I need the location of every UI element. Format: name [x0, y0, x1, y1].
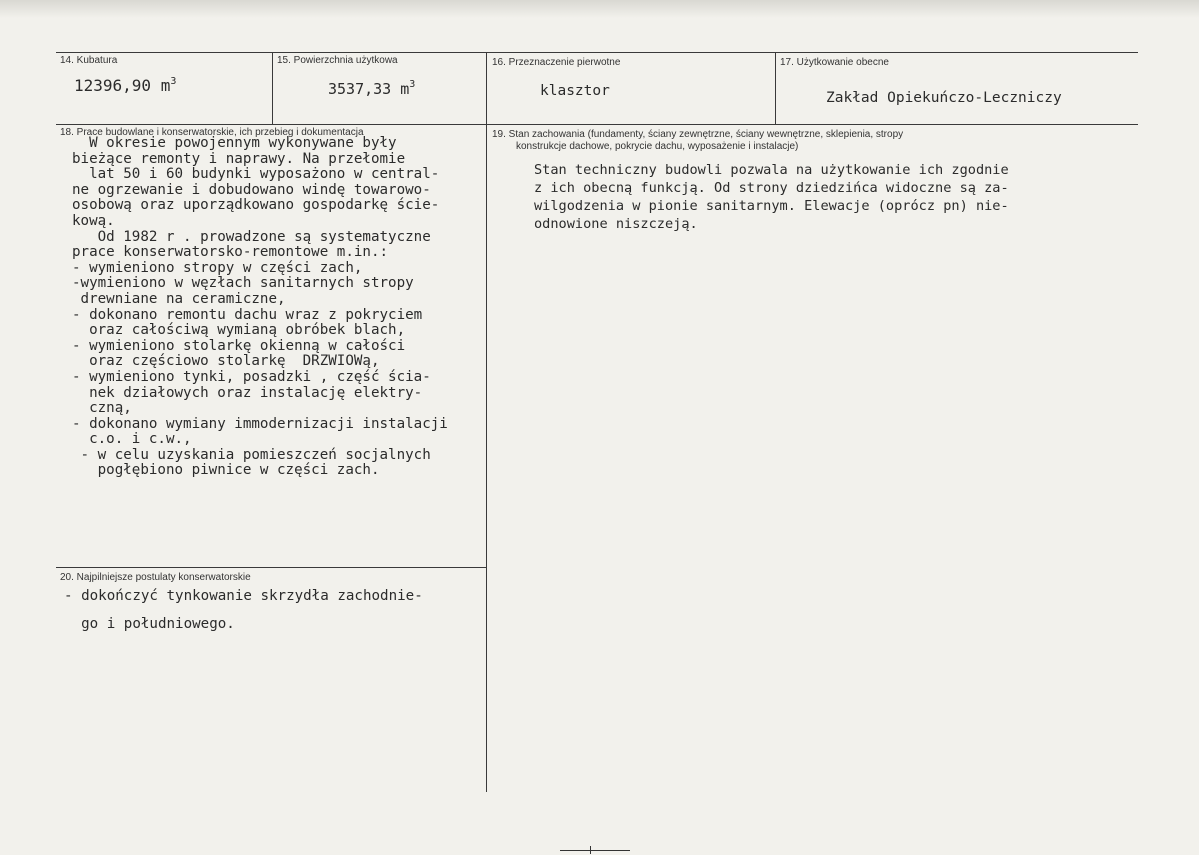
prace-budowlane-line: drewniane na ceramiczne, [72, 290, 286, 307]
prace-budowlane-text [72, 136, 448, 479]
przeznaczenie-label: 16. Przeznaczenie pierwotne [492, 57, 621, 68]
prace-budowlane-line: lat 50 i 60 budynki wyposażono w central- [72, 166, 440, 183]
bottom-tick [560, 850, 630, 851]
prace-budowlane-line: oraz całościwą wymianą obróbek blach, [72, 322, 406, 339]
stan-zachowania-line: odnowione niszczeją. [534, 216, 698, 232]
stan-zachowania-line: wilgodzenia w pionie sanitarnym. Elewacje (oprócz pn) nie- [534, 198, 1009, 214]
prace-budowlane-line: W okresie powojennym wykonywane były [72, 135, 397, 151]
prace-budowlane-line: osobową oraz uporządkowano gospodarkę ście- [72, 197, 440, 214]
prace-budowlane-label: 18. Prace budowlane i konserwatorskie, ich przebieg i dokumentacja [60, 127, 364, 138]
powierzchnia-label: 15. Powierzchnia użytkowa [277, 55, 398, 66]
prace-budowlane-line: - w celu uzyskania pomieszczeń socjalnych [72, 446, 431, 463]
col-divider-16-17 [775, 52, 776, 124]
kubatura-number: 12396,90 m [74, 76, 171, 95]
prace-budowlane-line: czną, [72, 400, 132, 417]
stan-zachowania-label-1: 19. Stan zachowania (fundamenty, ściany zewnętrzne, ściany wewnętrzne, sklepienia, stropy [492, 129, 904, 140]
stan-zachowania-text [534, 161, 1009, 233]
prace-budowlane-line: ne ogrzewanie i dobudowano windę towarowo- [72, 181, 431, 198]
stan-zachowania-label-2: konstrukcje dachowe, pokrycie dachu, wyposażenie i instalacje) [516, 141, 799, 152]
prace-budowlane-line: - wymieniono stolarkę okienną w całości [72, 337, 406, 354]
scanned-top-edge [0, 0, 1199, 18]
przeznaczenie-value: klasztor [540, 83, 610, 99]
bottom-tick-mark [590, 846, 591, 854]
kubatura-label: 14. Kubatura [60, 55, 118, 66]
col-divider-14-15 [272, 52, 273, 124]
prace-budowlane-line: Od 1982 r . prowadzone są systematyczne [72, 228, 431, 245]
prace-budowlane-line: - wymieniono stropy w części zach, [72, 259, 363, 276]
prace-budowlane-line: - wymieniono tynki, posadzki , część ścia- [72, 368, 431, 385]
kubatura-exponent: 3 [170, 76, 177, 87]
prace-budowlane-line: nek działowych oraz instalację elektry- [72, 384, 423, 401]
prace-budowlane-line: kową. [72, 212, 115, 229]
kubatura-value [74, 76, 176, 95]
prace-budowlane-line: prace konserwatorsko-remontowe m.in.: [72, 244, 389, 261]
postulaty-line-1: - dokończyć tynkowanie skrzydła zachodnie- [64, 588, 423, 604]
uzytkowanie-label: 17. Użytkowanie obecne [780, 57, 889, 68]
row-divider-1 [56, 124, 1138, 125]
prace-budowlane-line: bieżące remonty i naprawy. Na przełomie [72, 150, 406, 167]
prace-budowlane-line: pogłębiono piwnice w części zach. [72, 462, 380, 479]
stan-zachowania-line: Stan techniczny budowli pozwala na użytkowanie ich zgodnie [534, 162, 1009, 178]
prace-budowlane-line: - dokonano remontu dachu wraz z pokryciem [72, 306, 423, 323]
powierzchnia-value [328, 80, 415, 98]
prace-budowlane-line: - dokonano wymiany immodernizacji instalacji [72, 415, 448, 432]
row-top-border [56, 52, 1138, 53]
postulaty-label: 20. Najpilniejsze postulaty konserwatorskie [60, 572, 251, 583]
row-divider-2 [56, 567, 486, 568]
postulaty-line-2: go i południowego. [64, 616, 235, 632]
prace-budowlane-line: c.o. i c.w., [72, 431, 192, 448]
col-divider-15-16 [486, 52, 487, 792]
powierzchnia-number: 3537,33 m [328, 80, 410, 98]
prace-budowlane-line: -wymieniono w węzłach sanitarnych stropy [72, 275, 414, 292]
prace-budowlane-line: oraz częściowo stolarkę DRZWIOWą, [72, 353, 380, 370]
uzytkowanie-value: Zakład Opiekuńczo-Leczniczy [826, 90, 1062, 106]
stan-zachowania-line: z ich obecną funkcją. Od strony dziedzińca widoczne są za- [534, 180, 1009, 196]
powierzchnia-exponent: 3 [409, 79, 416, 90]
